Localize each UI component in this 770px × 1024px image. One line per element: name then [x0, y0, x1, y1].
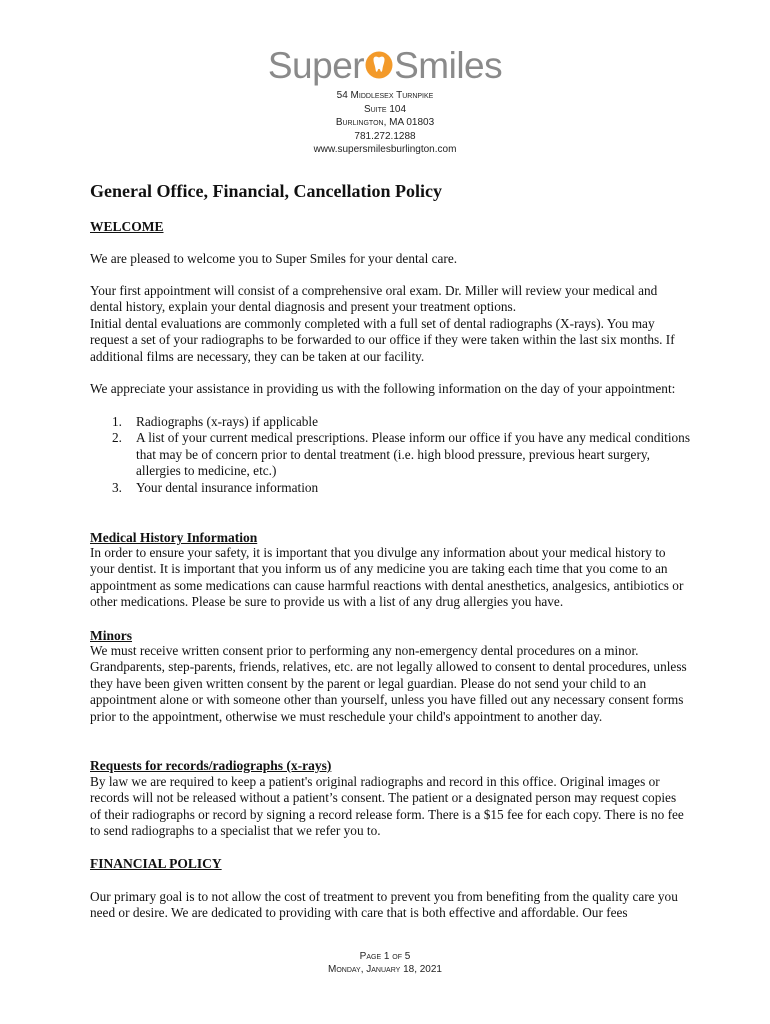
welcome-heading: WELCOME — [90, 219, 164, 234]
medical-history-paragraph: In order to ensure your safety, it is important that you divulge any information about your medical history to your dentist. It is important that you inform us of any medicine you are taking each time that you come to an appointment as some medications can cause harmful reactions with dental anesthetics, analgesics, antibiotics or other medications. Please be sure to provide us with a list of any drug allergies you have. — [90, 545, 684, 610]
super-smiles-logo — [0, 44, 770, 86]
welcome-paragraph-1: We are pleased to welcome you to Super Smiles for your dental care. — [90, 251, 458, 266]
logo-text-super: Super — [267, 44, 365, 86]
records-heading: Requests for records/radiographs (x-rays) — [90, 758, 332, 773]
footer-date: Monday, January 18, 2021 — [327, 964, 442, 975]
address-suite: Suite 104 — [363, 103, 407, 115]
welcome-paragraph-3: Initial dental evaluations are commonly completed with a full set of dental radiographs (X-rays). You may request a set of your radiographs to be forwarded to our office if they were taken within the last six months. If additional films are necessary, they can be taken at our facility. — [90, 316, 675, 364]
appointment-info-list — [90, 414, 690, 496]
tooth-icon — [365, 49, 393, 81]
records-paragraph: By law we are required to keep a patient's original radiographs and record in this office. Original images or records will not be released without a patient’s consent. The patient or a designated person may request copies of their radiographs or record by signing a record release form. There is a $15 fee for each copy. There is no fee to send radiographs to a specialist that we refer you to. — [90, 774, 684, 839]
address-website: www.supersmilesburlington.com — [313, 144, 457, 155]
address-phone: 781.272.1288 — [354, 130, 416, 142]
page-footer — [0, 950, 770, 976]
document-title: General Office, Financial, Cancellation Policy — [90, 181, 442, 201]
list-item-number: 3. — [112, 479, 122, 495]
logo-text-smiles: Smiles — [394, 44, 503, 86]
minors-heading: Minors — [90, 628, 132, 643]
address-street: 54 Middlesex Turnpike — [336, 90, 434, 101]
list-item — [90, 414, 690, 430]
list-item-text: Radiographs (x-rays) if applicable — [136, 414, 319, 429]
list-item-text: A list of your current medical prescriptions. Please inform our office if you have any medical conditions that may be of concern prior to dental treatment (i.e. high blood pressure, previous heart surgery, allergies to medicine, etc.) — [136, 430, 691, 479]
address-city: Burlington, MA 01803 — [335, 117, 435, 128]
list-item — [90, 480, 690, 496]
list-item-number: 2. — [112, 430, 122, 446]
list-item-number: 1. — [112, 414, 122, 429]
financial-policy-paragraph: Our primary goal is to not allow the cost of treatment to prevent you from benefiting from the quality care you need or desire. We are dedicated to providing with care that is both effective and affordable. Our fees — [90, 889, 678, 921]
list-item-text: Your dental insurance information — [136, 479, 319, 495]
page-number: Page 1 of 5 — [359, 951, 411, 962]
medical-history-heading: Medical History Information — [90, 530, 258, 545]
list-item — [90, 430, 690, 479]
minors-paragraph: We must receive written consent prior to performing any non-emergency dental procedures on a minor. Grandparents, step-parents, friends, relatives, etc. are not legally allowed to consent to dental procedures, unless they have been given written consent by the parent or legal guardian. Please do not send your child to an appointment alone or with someone other than yourself, unless you have filled out any necessary consent forms prior to the appointment, otherwise we must reschedule your child's appointment to another day. — [90, 643, 687, 724]
office-address — [0, 89, 770, 157]
financial-policy-heading: FINANCIAL POLICY — [90, 856, 222, 871]
welcome-paragraph-4: We appreciate your assistance in providing us with the following information on the day of your appointment: — [90, 381, 676, 396]
welcome-paragraph-2: Your first appointment will consist of a comprehensive oral exam. Dr. Miller will review your medical and dental history, explain your dental diagnosis and present your treatment options. — [90, 283, 658, 315]
